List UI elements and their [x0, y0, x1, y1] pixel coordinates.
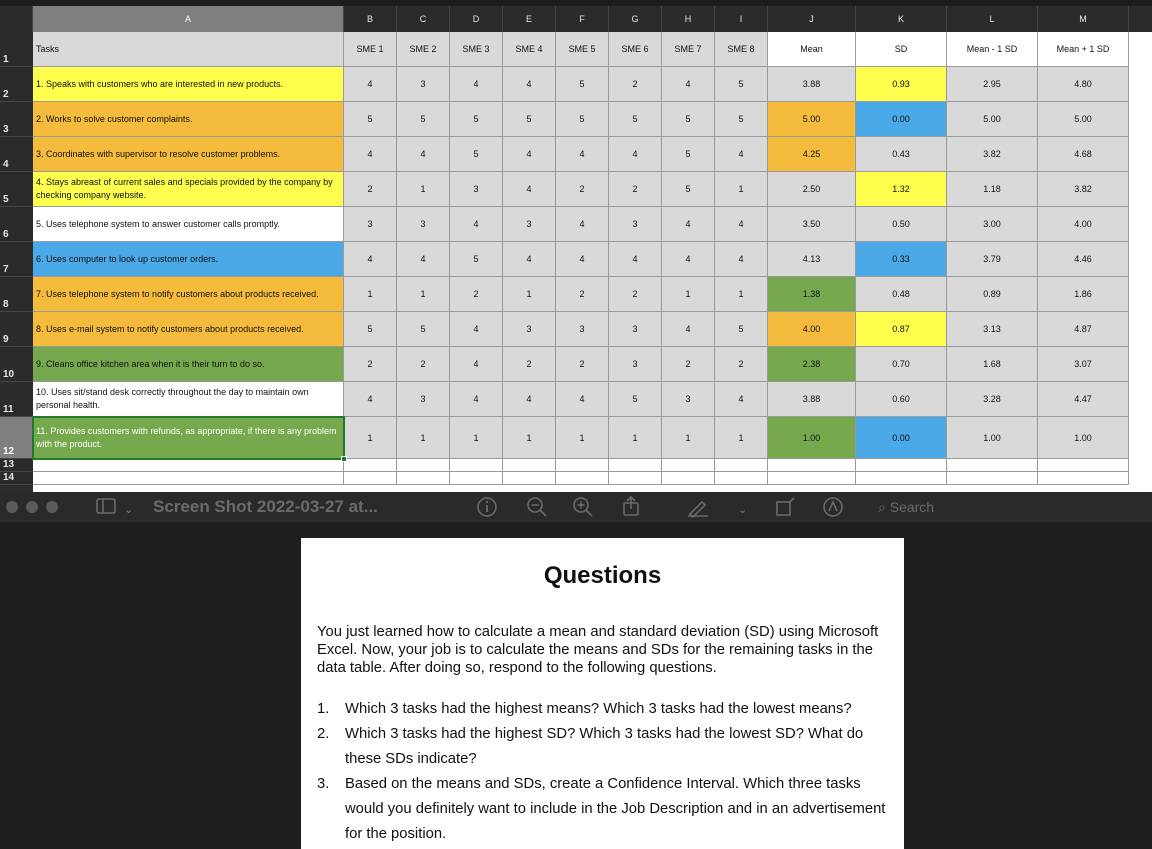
- header-cell[interactable]: SME 8: [715, 32, 768, 67]
- sme-rating-cell[interactable]: 3: [609, 347, 662, 382]
- row-number: 13: [3, 459, 15, 470]
- mean-cell[interactable]: 4.00: [768, 312, 856, 347]
- empty-cell[interactable]: [450, 472, 503, 485]
- mean-cell[interactable]: 1.38: [768, 277, 856, 312]
- empty-cell[interactable]: [856, 459, 947, 472]
- row-header-6[interactable]: [0, 207, 33, 242]
- sd-cell[interactable]: 0.48: [856, 277, 947, 312]
- task-cell[interactable]: 1. Speaks with customers who are interested in new products.: [33, 67, 344, 102]
- sme-rating-cell[interactable]: 4: [344, 242, 397, 277]
- question-text: Based on the means and SDs, create a Confidence Interval. Which three tasks would you definitely want to include in the Job Description and in an advertisement for the position.: [345, 776, 886, 842]
- task-cell[interactable]: 6. Uses computer to look up customer orders.: [33, 242, 344, 277]
- row-header-3[interactable]: [0, 102, 33, 137]
- header-cell[interactable]: SD: [856, 32, 947, 67]
- sd-cell[interactable]: 0.70: [856, 347, 947, 382]
- empty-cell[interactable]: [344, 472, 397, 485]
- header-cell[interactable]: SME 2: [397, 32, 450, 67]
- sme-rating-cell[interactable]: 2: [344, 347, 397, 382]
- sme-rating-cell[interactable]: 1: [450, 417, 503, 459]
- column-header-i[interactable]: I: [715, 6, 768, 32]
- row-header-4[interactable]: [0, 137, 33, 172]
- mean-plus-sd-cell[interactable]: 5.00: [1038, 102, 1129, 137]
- sme-rating-cell[interactable]: 1: [715, 417, 768, 459]
- mean-cell[interactable]: 3.88: [768, 382, 856, 417]
- sme-rating-cell[interactable]: 3: [503, 312, 556, 347]
- task-cell[interactable]: 2. Works to solve customer complaints.: [33, 102, 344, 137]
- document-title: Screen Shot 2022-03-27 at...: [153, 497, 378, 516]
- sme-rating-cell[interactable]: 4: [556, 242, 609, 277]
- empty-cell[interactable]: [556, 472, 609, 485]
- sme-rating-cell[interactable]: 4: [503, 172, 556, 207]
- sme-rating-cell[interactable]: 4: [609, 137, 662, 172]
- row-header-14[interactable]: [0, 472, 33, 485]
- sme-rating-cell[interactable]: 4: [503, 67, 556, 102]
- empty-cell[interactable]: [715, 459, 768, 472]
- row-header-11[interactable]: [0, 382, 33, 417]
- question-item: [317, 697, 897, 722]
- row-header-1[interactable]: [0, 32, 33, 67]
- sme-rating-cell[interactable]: 2: [715, 347, 768, 382]
- header-cell-tasks[interactable]: Tasks: [33, 32, 344, 67]
- sme-rating-cell[interactable]: 2: [556, 172, 609, 207]
- sme-rating-cell[interactable]: 5: [344, 102, 397, 137]
- questions-list: [317, 697, 897, 847]
- row-number: 4: [3, 159, 9, 170]
- sd-cell[interactable]: 0.60: [856, 382, 947, 417]
- mean-cell[interactable]: 3.88: [768, 67, 856, 102]
- sme-rating-cell[interactable]: 2: [344, 172, 397, 207]
- viewer-toolbar: [0, 492, 1152, 522]
- markup-pen-icon[interactable]: [686, 496, 710, 523]
- mean-cell[interactable]: 4.13: [768, 242, 856, 277]
- sme-rating-cell[interactable]: 2: [397, 347, 450, 382]
- header-cell[interactable]: Mean - 1 SD: [947, 32, 1038, 67]
- sme-rating-cell[interactable]: 4: [344, 137, 397, 172]
- mean-minus-sd-cell[interactable]: 5.00: [947, 102, 1038, 137]
- row-number: 12: [3, 446, 15, 457]
- sme-rating-cell[interactable]: 4: [662, 312, 715, 347]
- close-window-icon[interactable]: [6, 501, 18, 513]
- sd-cell[interactable]: 0.00: [856, 417, 947, 459]
- question-number: 2.: [317, 726, 330, 742]
- task-cell[interactable]: 8. Uses e-mail system to notify customers about products received.: [33, 312, 344, 347]
- zoom-window-icon[interactable]: [46, 501, 58, 513]
- empty-cell[interactable]: [344, 459, 397, 472]
- empty-cell[interactable]: [450, 459, 503, 472]
- search-icon: ⌕: [878, 499, 886, 515]
- row-number: 8: [3, 299, 9, 310]
- question-number: 3.: [317, 776, 330, 792]
- row-header-13[interactable]: [0, 459, 33, 472]
- sme-rating-cell[interactable]: 4: [503, 242, 556, 277]
- sme-rating-cell[interactable]: 1: [397, 277, 450, 312]
- question-text: Which 3 tasks had the highest SD? Which 3 tasks had the lowest SD? What do these SDs indicate?: [345, 726, 864, 767]
- empty-cell[interactable]: [662, 459, 715, 472]
- mean-plus-sd-cell[interactable]: 4.68: [1038, 137, 1129, 172]
- mean-plus-sd-cell[interactable]: 3.07: [1038, 347, 1129, 382]
- column-header-d[interactable]: D: [450, 6, 503, 32]
- sme-rating-cell[interactable]: 5: [556, 67, 609, 102]
- sd-cell[interactable]: 0.93: [856, 67, 947, 102]
- questions-intro: You just learned how to calculate a mean and standard deviation (SD) using Microsoft Excel. Now, your job is to calculate the means and SDs for the remaining tasks in the data table. After doing so, respond to the following questions.: [317, 624, 879, 676]
- empty-cell[interactable]: [856, 472, 947, 485]
- crop-icon[interactable]: [774, 496, 796, 523]
- sme-rating-cell[interactable]: 5: [397, 102, 450, 137]
- empty-cell[interactable]: [662, 472, 715, 485]
- sme-rating-cell[interactable]: 3: [397, 67, 450, 102]
- sme-rating-cell[interactable]: 5: [556, 102, 609, 137]
- sme-rating-cell[interactable]: 5: [450, 242, 503, 277]
- sme-rating-cell[interactable]: 4: [503, 382, 556, 417]
- sme-rating-cell[interactable]: 4: [662, 207, 715, 242]
- sme-rating-cell[interactable]: 3: [609, 207, 662, 242]
- column-header-bar: [0, 6, 1152, 32]
- sme-rating-cell[interactable]: 4: [715, 242, 768, 277]
- empty-cell[interactable]: [947, 459, 1038, 472]
- row-header-7[interactable]: [0, 242, 33, 277]
- sd-cell[interactable]: 0.33: [856, 242, 947, 277]
- sme-rating-cell[interactable]: 1: [344, 417, 397, 459]
- empty-cell[interactable]: [768, 472, 856, 485]
- sme-rating-cell[interactable]: 2: [609, 172, 662, 207]
- sme-rating-cell[interactable]: 3: [344, 207, 397, 242]
- row-number: 7: [3, 264, 9, 275]
- empty-cell[interactable]: [609, 472, 662, 485]
- task-cell[interactable]: 10. Uses sit/stand desk correctly throughout the day to maintain own personal health.: [33, 382, 344, 417]
- empty-cell[interactable]: [503, 459, 556, 472]
- empty-cell[interactable]: [503, 472, 556, 485]
- row-number: 1: [3, 54, 9, 65]
- sme-rating-cell[interactable]: 1: [662, 277, 715, 312]
- mean-minus-sd-cell[interactable]: 1.18: [947, 172, 1038, 207]
- sme-rating-cell[interactable]: 4: [397, 242, 450, 277]
- column-header-k[interactable]: K: [856, 6, 947, 32]
- sme-rating-cell[interactable]: 3: [450, 172, 503, 207]
- sme-rating-cell[interactable]: 2: [556, 277, 609, 312]
- sd-cell[interactable]: 0.00: [856, 102, 947, 137]
- search-field[interactable]: [874, 495, 1074, 519]
- header-cell[interactable]: SME 6: [609, 32, 662, 67]
- sme-rating-cell[interactable]: 3: [397, 382, 450, 417]
- empty-cell[interactable]: [715, 472, 768, 485]
- sme-rating-cell[interactable]: 3: [609, 312, 662, 347]
- mean-plus-sd-cell[interactable]: 4.87: [1038, 312, 1129, 347]
- row-number: 9: [3, 334, 9, 345]
- sme-rating-cell[interactable]: 5: [450, 102, 503, 137]
- zoom-out-icon[interactable]: [526, 496, 548, 523]
- question-item: [317, 772, 897, 847]
- zoom-in-icon[interactable]: [572, 496, 594, 523]
- sme-rating-cell[interactable]: 3: [556, 312, 609, 347]
- info-icon[interactable]: [476, 496, 498, 523]
- sme-rating-cell[interactable]: 1: [397, 172, 450, 207]
- header-cell[interactable]: SME 3: [450, 32, 503, 67]
- mean-cell[interactable]: 4.25: [768, 137, 856, 172]
- row-header-10[interactable]: [0, 347, 33, 382]
- empty-cell[interactable]: [609, 459, 662, 472]
- sidebar-icon[interactable]: [96, 497, 118, 520]
- empty-cell[interactable]: [397, 472, 450, 485]
- row-number: 6: [3, 229, 9, 240]
- sme-rating-cell[interactable]: 2: [556, 347, 609, 382]
- mean-plus-sd-cell[interactable]: 4.80: [1038, 67, 1129, 102]
- sme-rating-cell[interactable]: 1: [662, 417, 715, 459]
- sme-rating-cell[interactable]: 5: [662, 137, 715, 172]
- sme-rating-cell[interactable]: 5: [344, 312, 397, 347]
- sme-rating-cell[interactable]: 4: [556, 382, 609, 417]
- sme-rating-cell[interactable]: 1: [503, 417, 556, 459]
- search-placeholder: Search: [889, 499, 935, 515]
- sme-rating-cell[interactable]: 3: [397, 207, 450, 242]
- sme-rating-cell[interactable]: 3: [503, 207, 556, 242]
- header-cell[interactable]: SME 1: [344, 32, 397, 67]
- header-cell[interactable]: SME 4: [503, 32, 556, 67]
- mean-plus-sd-cell[interactable]: 1.86: [1038, 277, 1129, 312]
- minimize-window-icon[interactable]: [26, 501, 38, 513]
- header-cell[interactable]: Mean: [768, 32, 856, 67]
- empty-cell[interactable]: [1038, 459, 1129, 472]
- mean-plus-sd-cell[interactable]: 4.46: [1038, 242, 1129, 277]
- sme-rating-cell[interactable]: 4: [715, 207, 768, 242]
- sme-rating-cell[interactable]: 2: [450, 277, 503, 312]
- mean-minus-sd-cell[interactable]: 1.68: [947, 347, 1038, 382]
- mean-minus-sd-cell[interactable]: 3.82: [947, 137, 1038, 172]
- task-cell[interactable]: 9. Cleans office kitchen area when it is their turn to do so.: [33, 347, 344, 382]
- column-header-a[interactable]: A: [33, 6, 344, 32]
- sme-rating-cell[interactable]: 4: [450, 382, 503, 417]
- empty-cell[interactable]: [947, 472, 1038, 485]
- sme-rating-cell[interactable]: 2: [662, 347, 715, 382]
- chevron-down-icon[interactable]: ⌄: [738, 504, 748, 516]
- mean-cell[interactable]: 5.00: [768, 102, 856, 137]
- column-header-m[interactable]: M: [1038, 6, 1129, 32]
- sme-rating-cell[interactable]: 5: [397, 312, 450, 347]
- row-header-8[interactable]: [0, 277, 33, 312]
- sme-rating-cell[interactable]: 3: [662, 382, 715, 417]
- sme-rating-cell[interactable]: 5: [715, 102, 768, 137]
- mean-minus-sd-cell[interactable]: 1.00: [947, 417, 1038, 459]
- sme-rating-cell[interactable]: 4: [662, 67, 715, 102]
- question-item: [317, 722, 897, 772]
- sme-rating-cell[interactable]: 2: [503, 347, 556, 382]
- mean-plus-sd-cell[interactable]: 1.00: [1038, 417, 1129, 459]
- sme-rating-cell[interactable]: 5: [609, 382, 662, 417]
- empty-cell[interactable]: [1038, 472, 1129, 485]
- question-text: Which 3 tasks had the highest means? Which 3 tasks had the lowest means?: [345, 701, 852, 717]
- sme-rating-cell[interactable]: 4: [503, 137, 556, 172]
- sme-rating-cell[interactable]: 4: [344, 67, 397, 102]
- sme-rating-cell[interactable]: 5: [715, 312, 768, 347]
- sd-cell[interactable]: 0.43: [856, 137, 947, 172]
- row-number: 14: [3, 472, 15, 483]
- sme-rating-cell[interactable]: 4: [609, 242, 662, 277]
- sd-cell[interactable]: 1.32: [856, 172, 947, 207]
- empty-cell[interactable]: [33, 472, 344, 485]
- sme-rating-cell[interactable]: 4: [450, 347, 503, 382]
- mean-cell[interactable]: 2.38: [768, 347, 856, 382]
- column-header-f[interactable]: F: [556, 6, 609, 32]
- sme-rating-cell[interactable]: 2: [609, 277, 662, 312]
- header-cell[interactable]: SME 5: [556, 32, 609, 67]
- mean-minus-sd-cell[interactable]: 3.00: [947, 207, 1038, 242]
- sme-rating-cell[interactable]: 1: [715, 172, 768, 207]
- row-number: 3: [3, 124, 9, 135]
- row-number: 11: [3, 404, 14, 415]
- sme-rating-cell[interactable]: 5: [662, 172, 715, 207]
- mean-cell[interactable]: 2.50: [768, 172, 856, 207]
- sme-rating-cell[interactable]: 5: [609, 102, 662, 137]
- sd-cell[interactable]: 0.50: [856, 207, 947, 242]
- mean-plus-sd-cell[interactable]: 4.00: [1038, 207, 1129, 242]
- sme-rating-cell[interactable]: 1: [556, 417, 609, 459]
- mean-plus-sd-cell[interactable]: 3.82: [1038, 172, 1129, 207]
- row-header-9[interactable]: [0, 312, 33, 347]
- sme-rating-cell[interactable]: 5: [662, 102, 715, 137]
- select-all-corner[interactable]: [0, 6, 33, 32]
- sme-rating-cell[interactable]: 4: [344, 382, 397, 417]
- questions-title: Questions: [543, 562, 662, 589]
- row-number: 2: [3, 89, 9, 100]
- column-header-j[interactable]: J: [768, 6, 856, 32]
- row-header-2[interactable]: [0, 67, 33, 102]
- sme-rating-cell[interactable]: 1: [344, 277, 397, 312]
- row-header-12[interactable]: [0, 417, 33, 459]
- sme-rating-cell[interactable]: 2: [609, 67, 662, 102]
- mean-minus-sd-cell[interactable]: 0.89: [947, 277, 1038, 312]
- sme-rating-cell[interactable]: 5: [715, 67, 768, 102]
- sme-rating-cell[interactable]: 4: [715, 137, 768, 172]
- sme-rating-cell[interactable]: 4: [450, 67, 503, 102]
- column-header-h[interactable]: H: [662, 6, 715, 32]
- sme-rating-cell[interactable]: 1: [715, 277, 768, 312]
- empty-cell[interactable]: [397, 459, 450, 472]
- mean-cell[interactable]: 1.00: [768, 417, 856, 459]
- column-header-g[interactable]: G: [609, 6, 662, 32]
- sme-rating-cell[interactable]: 4: [397, 137, 450, 172]
- sme-rating-cell[interactable]: 1: [503, 277, 556, 312]
- mean-plus-sd-cell[interactable]: 4.47: [1038, 382, 1129, 417]
- sme-rating-cell[interactable]: 4: [450, 312, 503, 347]
- sme-rating-cell[interactable]: 4: [556, 207, 609, 242]
- row-header-bar: [0, 32, 33, 492]
- column-header-b[interactable]: B: [344, 6, 397, 32]
- question-number: 1.: [317, 701, 330, 717]
- sme-rating-cell[interactable]: 4: [556, 137, 609, 172]
- header-cell[interactable]: Mean + 1 SD: [1038, 32, 1129, 67]
- sd-cell[interactable]: 0.87: [856, 312, 947, 347]
- mean-cell[interactable]: 3.50: [768, 207, 856, 242]
- empty-cell[interactable]: [33, 459, 344, 472]
- empty-cell[interactable]: [768, 459, 856, 472]
- sme-rating-cell[interactable]: 4: [450, 207, 503, 242]
- task-cell[interactable]: 11. Provides customers with refunds, as appropriate, if there is any problem with the product.: [33, 417, 344, 459]
- sme-rating-cell[interactable]: 4: [715, 382, 768, 417]
- mean-minus-sd-cell[interactable]: 3.13: [947, 312, 1038, 347]
- row-number: 5: [3, 194, 9, 205]
- mean-minus-sd-cell[interactable]: 3.79: [947, 242, 1038, 277]
- sme-rating-cell[interactable]: 5: [503, 102, 556, 137]
- sme-rating-cell[interactable]: 5: [450, 137, 503, 172]
- task-cell[interactable]: 4. Stays abreast of current sales and specials provided by the company by checking company website.: [33, 172, 344, 207]
- column-header-l[interactable]: L: [947, 6, 1038, 32]
- sme-rating-cell[interactable]: 4: [662, 242, 715, 277]
- sme-rating-cell[interactable]: 1: [609, 417, 662, 459]
- task-cell[interactable]: 3. Coordinates with supervisor to resolve customer problems.: [33, 137, 344, 172]
- task-cell[interactable]: 7. Uses telephone system to notify customers about products received.: [33, 277, 344, 312]
- row-number: 10: [3, 369, 15, 380]
- sme-rating-cell[interactable]: 1: [397, 417, 450, 459]
- header-cell[interactable]: SME 7: [662, 32, 715, 67]
- column-header-e[interactable]: E: [503, 6, 556, 32]
- empty-cell[interactable]: [556, 459, 609, 472]
- mean-minus-sd-cell[interactable]: 3.28: [947, 382, 1038, 417]
- mean-minus-sd-cell[interactable]: 2.95: [947, 67, 1038, 102]
- task-cell[interactable]: 5. Uses telephone system to answer customer calls promptly.: [33, 207, 344, 242]
- column-header-c[interactable]: C: [397, 6, 450, 32]
- chevron-down-icon[interactable]: ⌄: [124, 504, 134, 516]
- annotate-icon[interactable]: [822, 496, 844, 523]
- row-header-5[interactable]: [0, 172, 33, 207]
- document-page: [301, 538, 904, 849]
- share-icon[interactable]: [620, 495, 642, 522]
